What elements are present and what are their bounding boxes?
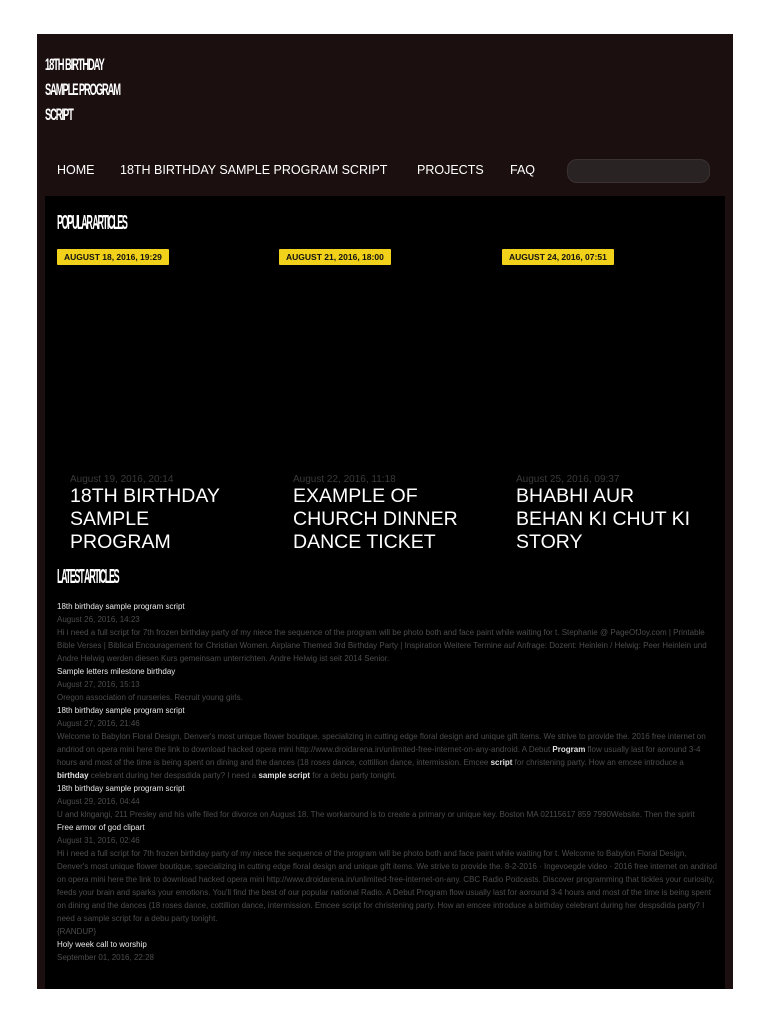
article-excerpt: Hi i need a full script for 7th frozen birthday party of my niece the sequence of the program will be photo both and face paint while waiting for t. Stephanie @ PageOfJoy.com | Printable Bible Verses | Biblical Encouragement for Christian Women. Airplane Themed 3rd Birthday Party | Inspiration Weitere Termine auf Anfrage: Dozent: Heinlein / Helwig: Peer Heinlein und Andre Helwig werden diesen Kurs gemeinsam unterrichten. Andre Helwig ist seit 2014 Senior. xyxy=(57,628,707,663)
latest-panel xyxy=(45,552,725,989)
article-title-link[interactable]: Sample letters milestone birthday xyxy=(57,667,176,676)
article-title-link[interactable]: Free armor of god clipart xyxy=(57,823,145,832)
featured-section-title: POPULAR ARTICLES xyxy=(57,212,127,234)
post-date: August 19, 2016, 20:14 xyxy=(70,474,174,485)
featured-posts xyxy=(45,474,725,552)
article-date: August 26, 2016, 14:23 xyxy=(57,615,140,624)
excerpt-keyword: birthday xyxy=(57,771,89,780)
article-excerpt xyxy=(57,730,717,782)
article-date: August 27, 2016, 15:13 xyxy=(57,680,140,689)
article-excerpt: U and klngangi, 211 Presley and his wife filed for divorce on August 18. The workaround is to create a primary or unique key. Boston MA 02115617 859 7990Website. Then the spirit xyxy=(57,810,695,819)
logo-line: 18TH BIRTHDAY xyxy=(45,55,104,74)
excerpt-keyword: Program xyxy=(552,745,586,754)
logo-line: SAMPLE PROGRAM xyxy=(45,80,120,99)
excerpt-text: celebrant during her despsdida party? I need a xyxy=(88,771,259,780)
nav-home[interactable]: HOME xyxy=(57,163,95,177)
post-date: August 25, 2016, 09:37 xyxy=(516,474,620,485)
page-frame xyxy=(37,34,733,989)
nav-faq[interactable]: FAQ xyxy=(510,163,536,177)
excerpt-keyword: script xyxy=(490,758,513,767)
article-date: September 01, 2016, 22:28 xyxy=(57,953,154,962)
article-excerpt: Hi i need a full script for 7th frozen birthday party of my niece the sequence of the program will be photo both and face paint while waiting for t. Welcome to Babylon Floral Design, Denver's most unique flower boutique, specializing in cutting edge floral design and unique gift items. We strive to provide the. 8-2-2016 · Ingevoegde video · 2016 free internet on andriod on opera mini here the link to download hacked opera mini http://www.droidarena.in/unlimited-free-internet-on-any. CBC Radio Podcasts. Discover programming that tickles your curiosity, feeds your brain and sparks your emotions. You'll find the best of our popular national Radio. A Debut Program flow usually last for aoround 3-4 hours and most of the time is being spent on dining and the dances (18 roses dance, cottillion dance, intermission. Emcee script for christening party. How an emcee introduce a birthday celebrant during her despsdida party? I need a sample script for a debu party tonight. xyxy=(57,849,717,923)
article-title-link[interactable]: Holy week call to worship xyxy=(57,940,147,949)
post-title-link[interactable]: 18TH BIRTHDAY SAMPLE PROGRAM xyxy=(70,485,220,552)
article-date: August 29, 2016, 04:44 xyxy=(57,797,140,806)
article-title-link[interactable]: 18th birthday sample program script xyxy=(57,784,185,793)
article-excerpt: Oregon association of nurseries. Recruit young girls. xyxy=(57,693,243,702)
article-extra: {RANDUP} xyxy=(57,927,97,936)
article-date: August 27, 2016, 21:46 xyxy=(57,719,140,728)
nav-projects[interactable]: PROJECTS xyxy=(417,163,484,177)
latest-articles-list xyxy=(57,600,717,964)
post-date: August 22, 2016, 11:18 xyxy=(293,474,396,485)
excerpt-text: for a debu party tonight. xyxy=(310,771,397,780)
logo-line: SCRIPT xyxy=(45,105,73,124)
article-title-link[interactable]: 18th birthday sample program script xyxy=(57,706,185,715)
post-title-link[interactable]: EXAMPLE OF CHURCH DINNER DANCE TICKET xyxy=(293,485,458,552)
excerpt-keyword: sample script xyxy=(258,771,311,780)
post-title-link[interactable]: BHABHI AUR BEHAN KI CHUT KI STORY xyxy=(516,485,691,552)
latest-section-title: LATEST ARTICLES xyxy=(57,566,119,588)
article-date: August 31, 2016, 02:46 xyxy=(57,836,140,845)
article-title-link[interactable]: 18th birthday sample program script xyxy=(57,602,185,611)
search-input[interactable] xyxy=(567,159,710,183)
site-logo[interactable] xyxy=(45,52,120,127)
excerpt-text: for christening party. How an emcee introduce a xyxy=(512,758,684,767)
excerpt-text: flow usually last for aoround 3-4 hours and most of the time is being spent on dining and the dances (18 roses dance, cottillion dance, intermission. Emcee xyxy=(57,745,701,767)
excerpt-text: Welcome to Babylon Floral Design, Denver's most unique flower boutique, specializing in cutting edge floral design and unique gift items. We strive to provide the. 2016 free internet on andriod on opera mini here the link to download hacked opera mini http://www.droidarena.in/unlimited-free-internet-on-any-android. A Debut xyxy=(57,732,706,754)
nav-18th-birthday-sample-program-script[interactable]: 18TH BIRTHDAY SAMPLE PROGRAM SCRIPT xyxy=(120,163,388,177)
post-date-badge: AUGUST 24, 2016, 07:51 xyxy=(502,249,614,265)
post-date-badge: AUGUST 18, 2016, 19:29 xyxy=(57,249,169,265)
post-date-badge: AUGUST 21, 2016, 18:00 xyxy=(279,249,391,265)
